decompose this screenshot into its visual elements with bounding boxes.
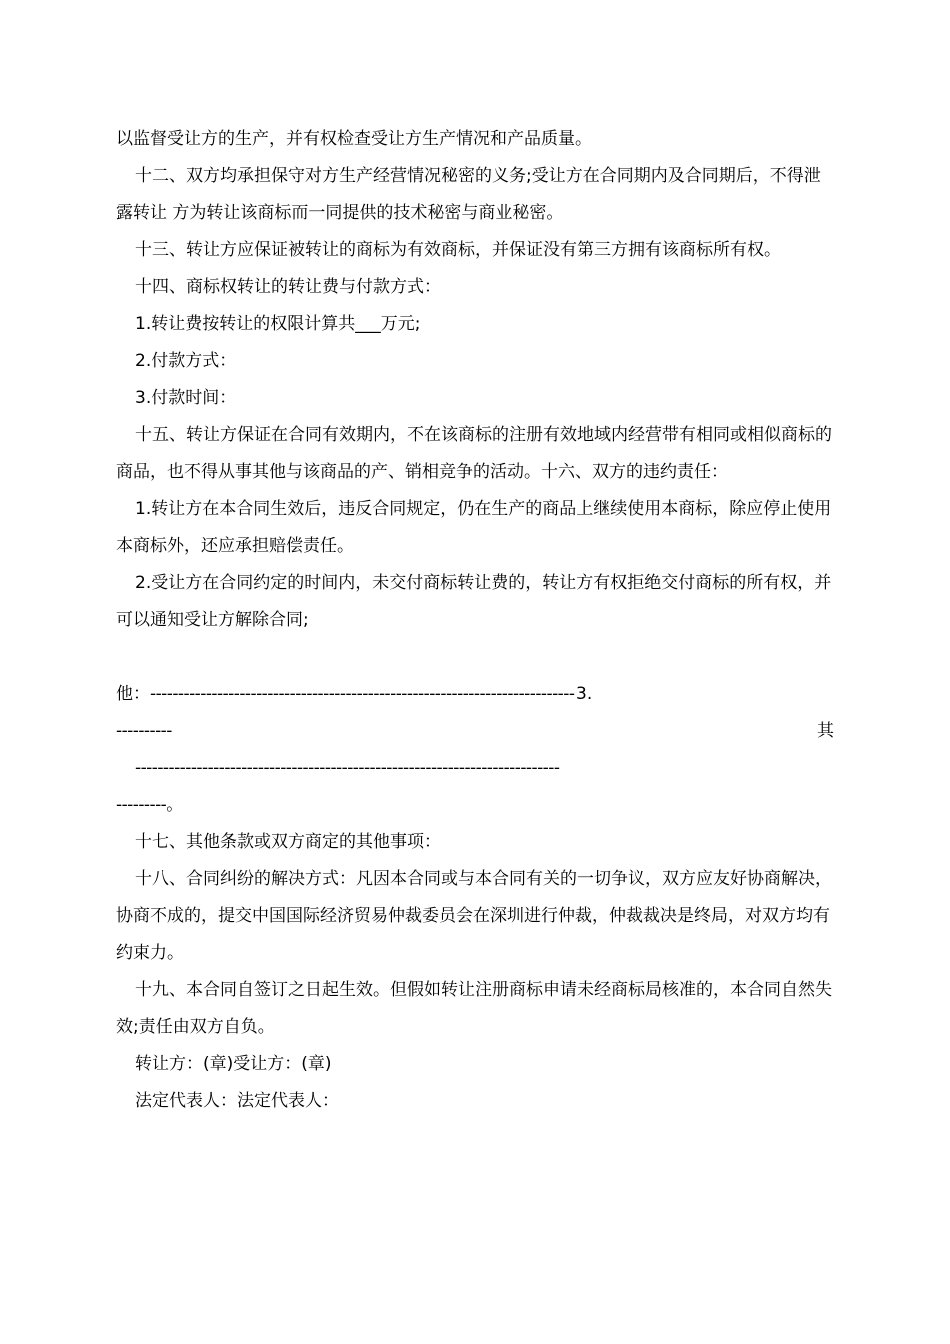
clause-17: 十七、其他条款或双方商定的其他事项：: [135, 832, 441, 852]
clause-16-item-2: 2.受让方在合同约定的时间内，未交付商标转让费的，转让方有权拒绝交付商标的所有权，并可以通知受让方解除合同;: [116, 573, 832, 630]
item-3-label-cont: 他：: [116, 684, 150, 704]
dash-line-1-cont: ----------: [116, 721, 172, 741]
clause-16-item-3-label: [116, 639, 834, 741]
clause-16-item-3-line1: [116, 676, 834, 713]
clause-19: 十九、本合同自签订之日起生效。但假如转让注册商标申请未经商标局核准的，本合同自然失效;责任由双方自负。: [116, 980, 832, 1037]
clause-14: 十四、商标权转让的转让费与付款方式：: [135, 277, 441, 297]
clause-16-item-1: 1.转让方在本合同生效后，违反合同规定，仍在生产的商品上继续使用本商标，除应停止使用本商标外，还应承担赔偿责任。: [116, 499, 832, 556]
clause-14-item-1: 1.转让费按转让的权限计算共___万元;: [135, 314, 421, 334]
clause-13: 十三、转让方应保证被转让的商标为有效商标，并保证没有第三方拥有该商标所有权。: [135, 240, 781, 260]
clause-14-item-3: 3.付款时间：: [135, 388, 237, 408]
dash-line-2: ----------------------------------------------------------------------------: [135, 758, 560, 778]
document-body: [116, 121, 834, 1120]
dash-line-1: ----------------------------------------------------------------------------: [150, 684, 575, 704]
clause-18: 十八、合同纠纷的解决方式：凡因本合同或与本合同有关的一切争议，双方应友好协商解决，协商不成的，提交中国国际经济贸易仲裁委员会在深圳进行仲裁，仲裁裁决是终局，对双方均有约束力。: [116, 869, 832, 963]
signature-representatives: 法定代表人：法定代表人：: [135, 1091, 339, 1111]
paragraph-continuation: 以监督受让方的生产，并有权检查受让方生产情况和产品质量。: [116, 129, 592, 149]
item-3-char: 其: [817, 721, 834, 741]
signature-parties: 转让方：(章)受让方：(章): [135, 1054, 332, 1074]
clause-12: 十二、双方均承担保守对方生产经营情况秘密的义务;受让方在合同期内及合同期后，不得泄露转让 方为转让该商标而一同提供的技术秘密与商业秘密。: [116, 166, 821, 223]
dash-line-2-end: ---------。: [116, 795, 183, 815]
item-3-number: 3.: [576, 684, 593, 704]
clause-15-16: 十五、转让方保证在合同有效期内，不在该商标的注册有效地域内经营带有相同或相似商标的商品，也不得从事其他与该商品的产、销相竞争的活动。十六、双方的违约责任：: [116, 425, 832, 482]
clause-14-item-2: 2.付款方式：: [135, 351, 237, 371]
